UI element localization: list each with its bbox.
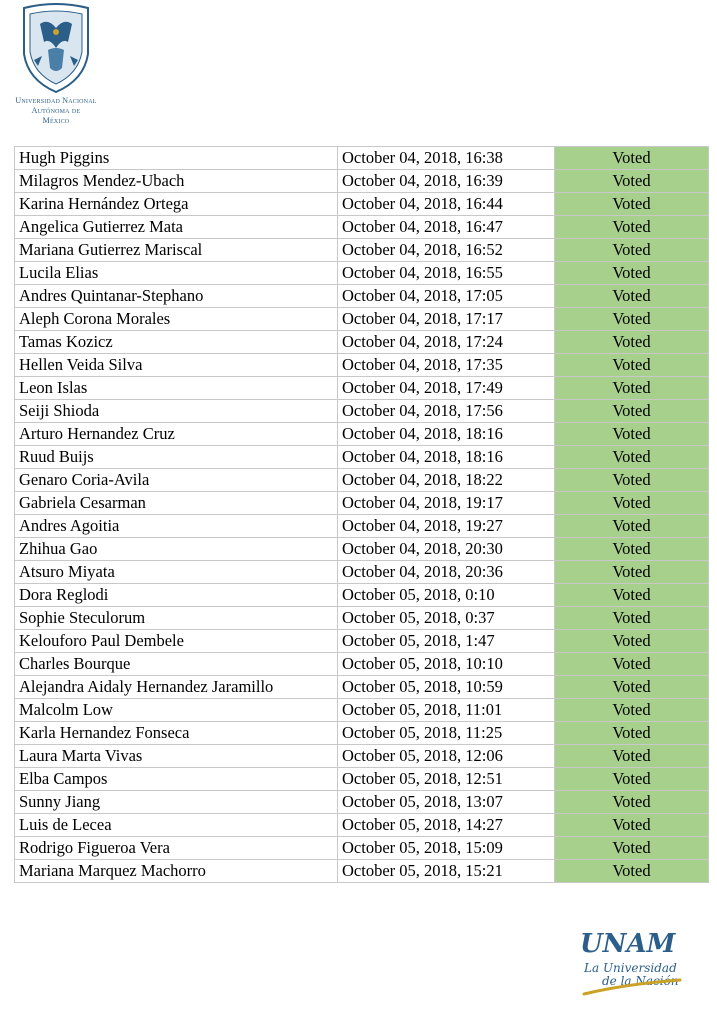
- vote-timestamp-cell: October 04, 2018, 16:44: [338, 193, 555, 216]
- vote-timestamp-cell: October 04, 2018, 19:27: [338, 515, 555, 538]
- vote-timestamp-cell: October 04, 2018, 17:35: [338, 354, 555, 377]
- vote-timestamp-cell: October 04, 2018, 19:17: [338, 492, 555, 515]
- vote-timestamp-cell: October 05, 2018, 12:06: [338, 745, 555, 768]
- table-row: [15, 216, 709, 239]
- vote-timestamp-cell: October 04, 2018, 16:55: [338, 262, 555, 285]
- voter-name-cell: Kelouforo Paul Dembele: [15, 630, 338, 653]
- vote-timestamp-cell: October 05, 2018, 14:27: [338, 814, 555, 837]
- vote-timestamp-cell: October 04, 2018, 18:16: [338, 423, 555, 446]
- voter-name-cell: Angelica Gutierrez Mata: [15, 216, 338, 239]
- voter-name-cell: Hellen Veida Silva: [15, 354, 338, 377]
- unam-footer-logo: [576, 922, 686, 1002]
- vote-status-cell: Voted: [555, 308, 709, 331]
- vote-status-cell: Voted: [555, 354, 709, 377]
- vote-status-cell: Voted: [555, 791, 709, 814]
- vote-status-cell: Voted: [555, 377, 709, 400]
- table-row: [15, 584, 709, 607]
- unam-signature-icon: [576, 922, 686, 1002]
- voter-name-cell: Arturo Hernandez Cruz: [15, 423, 338, 446]
- table-row: [15, 814, 709, 837]
- voter-name-cell: Laura Marta Vivas: [15, 745, 338, 768]
- vote-status-cell: Voted: [555, 262, 709, 285]
- vote-timestamp-cell: October 04, 2018, 16:38: [338, 147, 555, 170]
- vote-status-cell: Voted: [555, 446, 709, 469]
- vote-timestamp-cell: October 04, 2018, 17:24: [338, 331, 555, 354]
- voter-name-cell: Mariana Marquez Machorro: [15, 860, 338, 883]
- vote-timestamp-cell: October 05, 2018, 15:21: [338, 860, 555, 883]
- table-row: [15, 699, 709, 722]
- vote-status-cell: Voted: [555, 745, 709, 768]
- vote-status-cell: Voted: [555, 239, 709, 262]
- vote-timestamp-cell: October 04, 2018, 18:22: [338, 469, 555, 492]
- table-row: [15, 745, 709, 768]
- voter-name-cell: Sunny Jiang: [15, 791, 338, 814]
- voter-name-cell: Dora Reglodi: [15, 584, 338, 607]
- vote-status-cell: Voted: [555, 653, 709, 676]
- footer-logo-word: UNAM: [580, 929, 676, 959]
- table-row: [15, 492, 709, 515]
- vote-status-cell: Voted: [555, 515, 709, 538]
- vote-timestamp-cell: October 04, 2018, 18:16: [338, 446, 555, 469]
- footer-logo-line1: La Universidad: [584, 961, 677, 975]
- vote-status-cell: Voted: [555, 584, 709, 607]
- vote-status-cell: Voted: [555, 170, 709, 193]
- voter-name-cell: Zhihua Gao: [15, 538, 338, 561]
- vote-timestamp-cell: October 05, 2018, 10:10: [338, 653, 555, 676]
- footer-logo-line2: de la Nación: [602, 974, 679, 988]
- table-row: [15, 538, 709, 561]
- vote-timestamp-cell: October 04, 2018, 17:17: [338, 308, 555, 331]
- votes-table: [14, 146, 709, 883]
- vote-timestamp-cell: October 05, 2018, 13:07: [338, 791, 555, 814]
- table-row: [15, 722, 709, 745]
- table-row: [15, 676, 709, 699]
- vote-timestamp-cell: October 04, 2018, 17:49: [338, 377, 555, 400]
- table-row: [15, 423, 709, 446]
- vote-status-cell: Voted: [555, 607, 709, 630]
- table-row: [15, 308, 709, 331]
- voter-name-cell: Aleph Corona Morales: [15, 308, 338, 331]
- vote-status-cell: Voted: [555, 561, 709, 584]
- voter-name-cell: Lucila Elias: [15, 262, 338, 285]
- voter-name-cell: Andres Agoitia: [15, 515, 338, 538]
- voter-name-cell: Seiji Shioda: [15, 400, 338, 423]
- unam-crest-logo: [8, 2, 104, 128]
- voter-name-cell: Elba Campos: [15, 768, 338, 791]
- vote-timestamp-cell: October 05, 2018, 0:37: [338, 607, 555, 630]
- vote-status-cell: Voted: [555, 331, 709, 354]
- table-row: [15, 860, 709, 883]
- voter-name-cell: Alejandra Aidaly Hernandez Jaramillo: [15, 676, 338, 699]
- voter-name-cell: Malcolm Low: [15, 699, 338, 722]
- voter-name-cell: Charles Bourque: [15, 653, 338, 676]
- vote-status-cell: Voted: [555, 860, 709, 883]
- vote-timestamp-cell: October 05, 2018, 11:01: [338, 699, 555, 722]
- voter-name-cell: Milagros Mendez-Ubach: [15, 170, 338, 193]
- voter-name-cell: Karla Hernandez Fonseca: [15, 722, 338, 745]
- voter-name-cell: Leon Islas: [15, 377, 338, 400]
- vote-timestamp-cell: October 05, 2018, 11:25: [338, 722, 555, 745]
- voter-name-cell: Genaro Coria-Avila: [15, 469, 338, 492]
- table-row: [15, 377, 709, 400]
- table-row: [15, 515, 709, 538]
- vote-timestamp-cell: October 04, 2018, 20:36: [338, 561, 555, 584]
- table-row: [15, 653, 709, 676]
- voter-name-cell: Gabriela Cesarman: [15, 492, 338, 515]
- crest-icon: [18, 2, 94, 94]
- voter-name-cell: Karina Hernández Ortega: [15, 193, 338, 216]
- vote-status-cell: Voted: [555, 676, 709, 699]
- table-row: [15, 354, 709, 377]
- vote-status-cell: Voted: [555, 814, 709, 837]
- table-row: [15, 630, 709, 653]
- vote-timestamp-cell: October 05, 2018, 15:09: [338, 837, 555, 860]
- table-row: [15, 469, 709, 492]
- table-row: [15, 561, 709, 584]
- vote-status-cell: Voted: [555, 285, 709, 308]
- vote-status-cell: Voted: [555, 423, 709, 446]
- vote-status-cell: Voted: [555, 193, 709, 216]
- vote-timestamp-cell: October 04, 2018, 16:39: [338, 170, 555, 193]
- voter-name-cell: Hugh Piggins: [15, 147, 338, 170]
- vote-timestamp-cell: October 04, 2018, 16:47: [338, 216, 555, 239]
- vote-timestamp-cell: October 04, 2018, 20:30: [338, 538, 555, 561]
- table-row: [15, 170, 709, 193]
- table-row: [15, 331, 709, 354]
- vote-status-cell: Voted: [555, 400, 709, 423]
- crest-caption: Universidad Nacional Autónoma de México: [15, 96, 97, 125]
- table-row: [15, 262, 709, 285]
- voter-name-cell: Mariana Gutierrez Mariscal: [15, 239, 338, 262]
- table-row: [15, 400, 709, 423]
- voter-name-cell: Andres Quintanar-Stephano: [15, 285, 338, 308]
- vote-status-cell: Voted: [555, 216, 709, 239]
- vote-timestamp-cell: October 05, 2018, 12:51: [338, 768, 555, 791]
- voter-name-cell: Atsuro Miyata: [15, 561, 338, 584]
- table-row: [15, 446, 709, 469]
- vote-timestamp-cell: October 04, 2018, 16:52: [338, 239, 555, 262]
- table-row: [15, 768, 709, 791]
- voter-name-cell: Sophie Steculorum: [15, 607, 338, 630]
- vote-timestamp-cell: October 04, 2018, 17:05: [338, 285, 555, 308]
- vote-timestamp-cell: October 05, 2018, 10:59: [338, 676, 555, 699]
- vote-status-cell: Voted: [555, 538, 709, 561]
- vote-timestamp-cell: October 05, 2018, 1:47: [338, 630, 555, 653]
- table-row: [15, 147, 709, 170]
- vote-status-cell: Voted: [555, 837, 709, 860]
- vote-status-cell: Voted: [555, 469, 709, 492]
- vote-status-cell: Voted: [555, 147, 709, 170]
- table-row: [15, 607, 709, 630]
- table-row: [15, 239, 709, 262]
- voter-name-cell: Rodrigo Figueroa Vera: [15, 837, 338, 860]
- table-row: [15, 791, 709, 814]
- voter-name-cell: Luis de Lecea: [15, 814, 338, 837]
- vote-status-cell: Voted: [555, 699, 709, 722]
- voter-name-cell: Tamas Kozicz: [15, 331, 338, 354]
- vote-status-cell: Voted: [555, 768, 709, 791]
- voter-name-cell: Ruud Buijs: [15, 446, 338, 469]
- vote-status-cell: Voted: [555, 630, 709, 653]
- vote-timestamp-cell: October 05, 2018, 0:10: [338, 584, 555, 607]
- table-row: [15, 837, 709, 860]
- vote-status-cell: Voted: [555, 722, 709, 745]
- table-row: [15, 193, 709, 216]
- table-row: [15, 285, 709, 308]
- vote-status-cell: Voted: [555, 492, 709, 515]
- vote-timestamp-cell: October 04, 2018, 17:56: [338, 400, 555, 423]
